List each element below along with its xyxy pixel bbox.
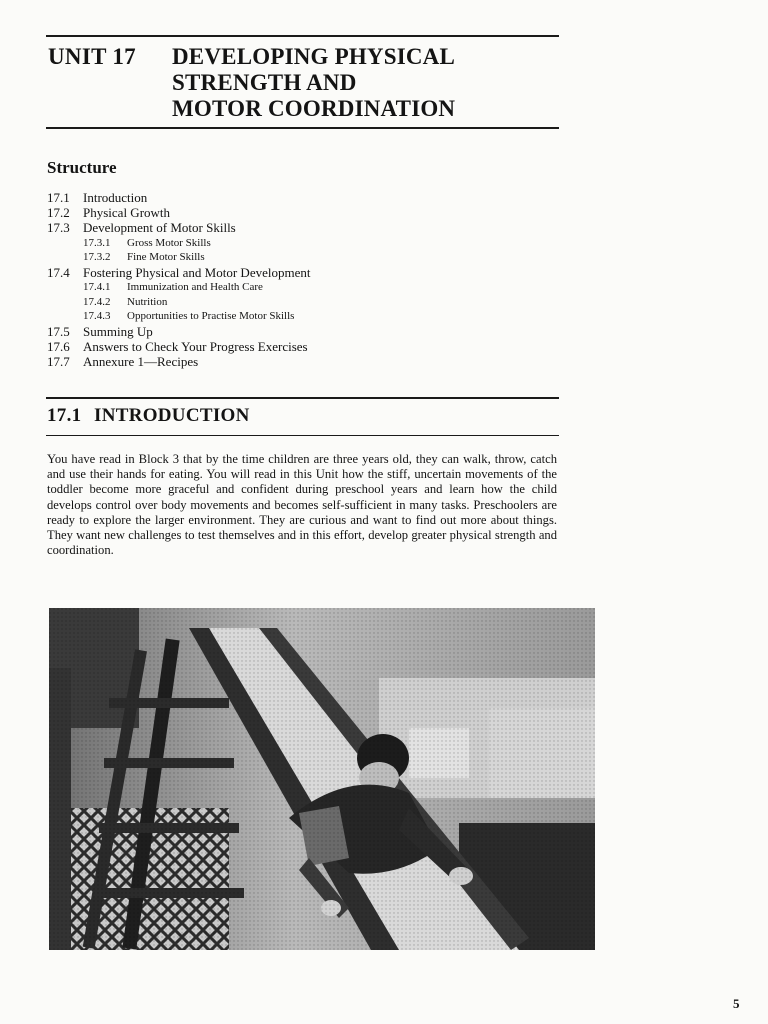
section-title: INTRODUCTION [94,405,250,426]
toc-text: Nutrition [127,295,168,308]
toc-number: 17.2 [47,205,70,221]
toc-item [47,339,527,354]
toc-item [47,220,527,235]
toc-text: Fine Motor Skills [127,251,205,264]
intro-paragraph: You have read in Block 3 that by the time children are three years old, they can walk, throw, catch and use their hands for eating. You will read in this Unit how the stiff, uncertain movements of the toddler become more graceful and confident during preschool years and learn how the child develops control over body movements and becomes self-sufficient in many tasks. Preschoolers are ready to explore the larger environment. They are curious and want to find out more about things. They want new challenges to test themselves and in this effort, develop greater physical strength and coordination. [47,452,557,558]
toc-text: Opportunities to Practise Motor Skills [127,310,295,323]
toc-subitem [47,295,527,310]
toc-item [47,190,527,205]
toc-number: 17.3.1 [83,236,111,249]
structure-heading: Structure [47,158,117,177]
top-rule [46,35,559,37]
header-bottom-rule [46,127,559,129]
unit-title-line: STRENGTH AND [172,70,357,95]
unit-title-line: MOTOR COORDINATION [172,96,456,121]
page-number: 5 [733,996,740,1011]
unit-label: UNIT 17 [48,44,136,69]
toc-number: 17.3 [47,220,70,236]
toc-text: Summing Up [83,323,153,339]
toc-subitem [47,280,527,295]
toc-number: 17.1 [47,190,70,205]
table-of-contents [47,190,527,369]
child-on-slide-photo [49,608,595,950]
section-bottom-rule [46,435,559,436]
toc-text: Fostering Physical and Motor Development [83,264,311,280]
toc-number: 17.7 [47,354,70,370]
toc-text: Introduction [83,190,148,205]
toc-item [47,324,527,339]
toc-item [47,265,527,280]
toc-text: Immunization and Health Care [127,280,263,293]
toc-text: Answers to Check Your Progress Exercises [83,338,308,354]
section-top-rule [46,397,559,399]
toc-text: Physical Growth [83,205,171,221]
toc-number: 17.6 [47,338,70,354]
toc-number: 17.4 [47,264,70,280]
unit-title [172,44,455,122]
toc-text: Gross Motor Skills [127,236,211,249]
toc-number: 17.4.1 [83,280,111,293]
toc-text: Development of Motor Skills [83,220,236,236]
unit-title-line: DEVELOPING PHYSICAL [172,44,456,69]
toc-item [47,205,527,220]
toc-number: 17.4.3 [83,310,111,323]
toc-subitem [47,309,527,324]
toc-subitem [47,250,527,265]
toc-number: 17.5 [47,323,70,339]
toc-item [47,354,527,369]
section-heading [47,405,250,427]
toc-subitem [47,236,527,251]
toc-number: 17.4.2 [83,295,111,308]
toc-text: Annexure 1—Recipes [83,354,199,370]
toc-number: 17.3.2 [83,251,111,264]
section-number: 17.1 [47,405,82,426]
